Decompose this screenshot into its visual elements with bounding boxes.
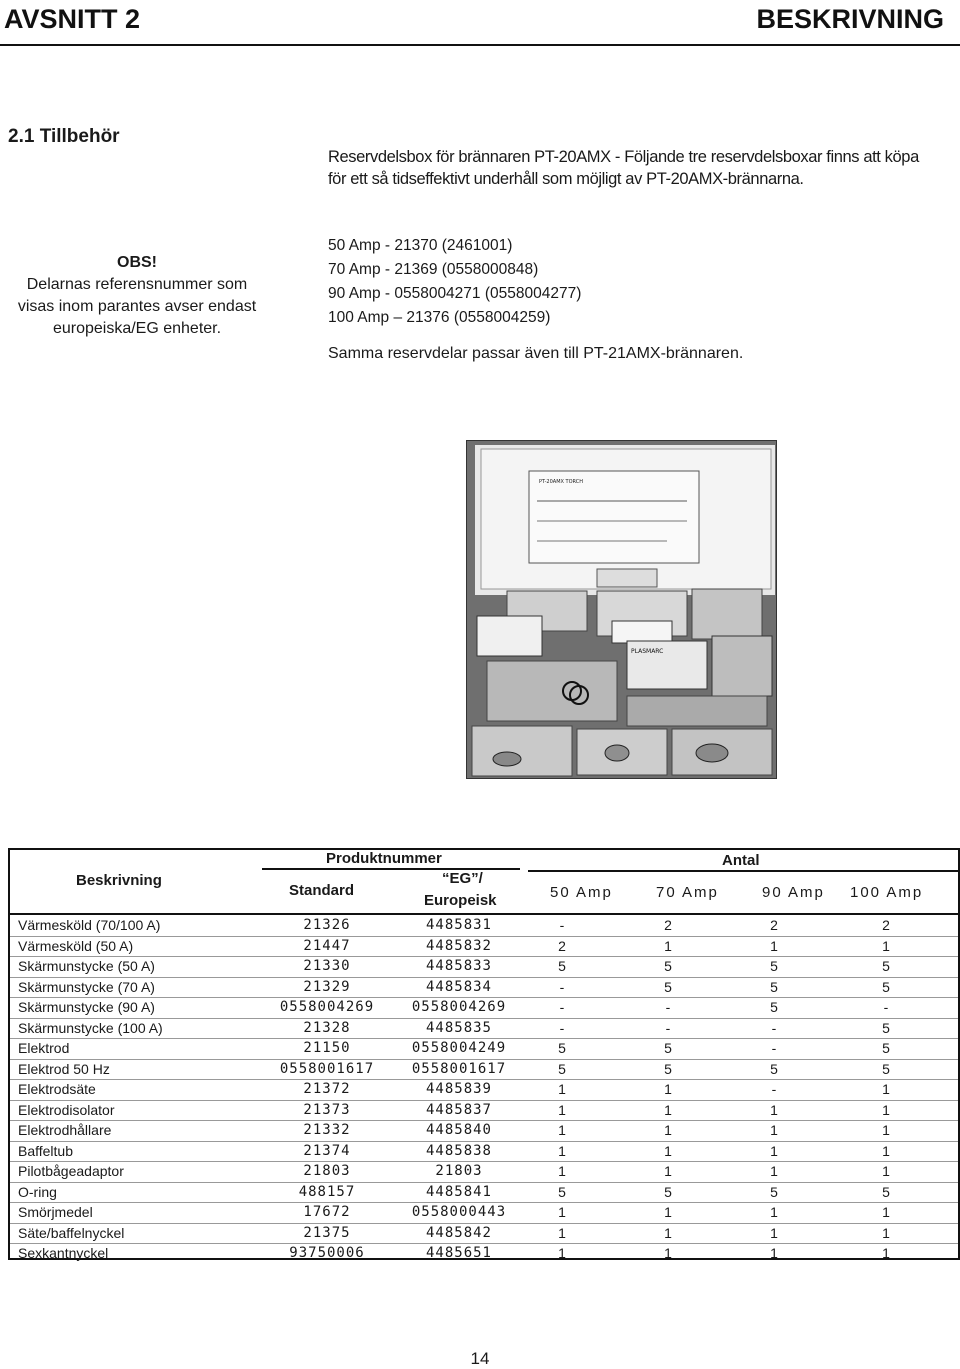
page-number: 14 [470, 1349, 490, 1368]
cell-quantity: 1 [882, 1081, 890, 1097]
cell-quantity: - [559, 978, 565, 995]
spare-parts-box-photo [466, 440, 777, 779]
cell-eg: 4485840 [425, 1122, 492, 1138]
cell-description: O-ring [18, 1183, 57, 1200]
cell-description: Elektrod 50 Hz [18, 1060, 110, 1077]
cell-quantity: 2 [770, 917, 778, 933]
cell-quantity: 1 [882, 937, 890, 954]
intro-line-2: för ett så tidseffektivt underhåll som möjligt av PT-20AMX-brännarna. [328, 170, 804, 188]
table-row [10, 1059, 958, 1080]
table-row [10, 1223, 958, 1244]
cell-quantity: 1 [882, 1224, 890, 1241]
cell-quantity: 5 [882, 1060, 890, 1077]
photo-illustration [467, 441, 776, 778]
table-row [10, 997, 958, 1018]
cell-description: Skärmunstycke (100 A) [18, 1019, 163, 1036]
cell-quantity: 5 [882, 1183, 890, 1200]
cell-quantity: 1 [558, 1081, 566, 1097]
cell-quantity: 2 [664, 917, 672, 933]
cell-quantity: 1 [664, 1081, 672, 1097]
cell-eg: 4485835 [425, 1019, 492, 1036]
photo-label-text: PT-20AMX TORCH [539, 479, 583, 485]
cell-standard: 21329 [303, 978, 351, 995]
cell-quantity: 5 [558, 1060, 566, 1077]
table-row [10, 977, 958, 998]
cell-description: Värmesköld (50 A) [18, 937, 134, 954]
note-line-1: Delarnas referensnummer som [26, 276, 248, 293]
table-row [10, 936, 958, 957]
col-header-beskrivning: Beskrivning [76, 872, 162, 889]
cell-quantity: - [559, 1019, 565, 1036]
section-title: 2.1 Tillbehör [8, 126, 120, 147]
intro-line-1: Reservdelsbox för brännaren PT-20AMX - Följande tre reservdelsboxar finns att köpa [328, 148, 919, 166]
col-header-europeisk: Europeisk [424, 892, 497, 909]
col-header-100a: 100 Amp [850, 884, 924, 901]
cell-quantity: - [665, 999, 671, 1015]
cell-standard: 21375 [303, 1224, 351, 1241]
col-header-standard: Standard [289, 882, 355, 899]
cell-quantity: 1 [558, 1163, 566, 1179]
cell-standard: 21328 [303, 1019, 351, 1036]
table-row [10, 1182, 958, 1203]
cell-description: Baffeltub [18, 1142, 74, 1159]
same-parts-note: Samma reservdelar passar även till PT-21AMX-brännaren. [328, 345, 744, 362]
cell-description: Smörjmedel [18, 1204, 93, 1220]
col-header-90a: 90 Amp [762, 884, 825, 901]
cell-standard: 0558001617 [279, 1060, 375, 1077]
table-row [10, 956, 958, 977]
cell-eg: 4485839 [425, 1081, 492, 1097]
cell-quantity: 1 [664, 1163, 672, 1179]
cell-quantity: - [883, 999, 889, 1015]
table-row [10, 1100, 958, 1121]
cell-quantity: 1 [882, 1204, 890, 1220]
cell-quantity: 5 [770, 1183, 778, 1200]
cell-quantity: 5 [664, 958, 672, 974]
cell-eg: 0558001617 [411, 1060, 507, 1077]
col-header-70a: 70 Amp [656, 884, 719, 901]
cell-standard: 21447 [303, 937, 351, 954]
cell-eg: 4485841 [425, 1183, 492, 1200]
cell-quantity: 5 [770, 1060, 778, 1077]
table-row [10, 1038, 958, 1059]
intro-paragraph [328, 146, 958, 190]
cell-quantity: 1 [558, 1101, 566, 1118]
cell-quantity: 1 [770, 1204, 778, 1220]
cell-quantity: 1 [770, 1142, 778, 1159]
cell-quantity: 1 [664, 1204, 672, 1220]
cell-eg: 4485834 [425, 978, 492, 995]
cell-description: Pilotbågeadaptor [18, 1163, 124, 1179]
cell-quantity: 5 [882, 1040, 890, 1056]
cell-quantity: 5 [882, 958, 890, 974]
photo-box-label: PLASMARC [631, 648, 664, 655]
cell-standard: 21373 [303, 1101, 351, 1118]
table-row [10, 1243, 958, 1264]
cell-standard: 21803 [303, 1163, 351, 1179]
cell-standard: 21330 [303, 958, 351, 974]
cell-quantity: 2 [882, 917, 890, 933]
cell-quantity: 1 [882, 1245, 890, 1261]
amp-kit-list [328, 234, 581, 330]
parts-table [8, 848, 960, 1260]
cell-quantity: 1 [664, 1122, 672, 1138]
cell-eg: 4485831 [425, 917, 492, 933]
amp-kit-item: 100 Amp – 21376 (0558004259) [328, 309, 551, 326]
section-label: AVSNITT 2 [4, 4, 141, 34]
amp-kit-item: 70 Amp - 21369 (0558000848) [328, 261, 539, 278]
cell-standard: 17672 [303, 1204, 351, 1220]
cell-quantity: 5 [770, 978, 778, 995]
cell-quantity: 1 [664, 1101, 672, 1118]
cell-quantity: 1 [882, 1101, 890, 1118]
cell-quantity: 1 [770, 1101, 778, 1118]
cell-eg: 21803 [435, 1163, 483, 1179]
cell-quantity: 1 [770, 1245, 778, 1261]
cell-eg: 4485651 [425, 1245, 492, 1261]
obs-label: OBS! [117, 254, 157, 271]
obs-note [8, 252, 266, 340]
cell-eg: 4485838 [425, 1142, 492, 1159]
cell-description: Skärmunstycke (90 A) [18, 999, 155, 1015]
cell-quantity: - [771, 1040, 777, 1056]
cell-description: Skärmunstycke (70 A) [18, 978, 155, 995]
cell-quantity: 5 [882, 978, 890, 995]
header-title: BESKRIVNING [756, 4, 944, 34]
cell-quantity: 1 [664, 937, 672, 954]
cell-standard: 21372 [303, 1081, 351, 1097]
table-row [10, 1120, 958, 1141]
col-header-50a: 50 Amp [550, 884, 613, 901]
cell-quantity: - [559, 999, 565, 1015]
table-row [10, 1141, 958, 1162]
cell-description: Elektrodhållare [18, 1122, 112, 1138]
table-row [10, 1079, 958, 1100]
cell-quantity: 1 [882, 1122, 890, 1138]
cell-eg: 0558004249 [411, 1040, 507, 1056]
cell-standard: 21374 [303, 1142, 351, 1159]
cell-quantity: - [771, 1081, 777, 1097]
cell-eg: 4485832 [425, 937, 492, 954]
cell-description: Elektrodisolator [18, 1101, 115, 1118]
cell-quantity: 1 [770, 1224, 778, 1241]
cell-quantity: 5 [770, 958, 778, 974]
cell-quantity: 1 [558, 1142, 566, 1159]
cell-quantity: 2 [558, 937, 566, 954]
col-header-eg: “EG”/ [442, 870, 483, 887]
col-header-antal: Antal [722, 852, 760, 869]
cell-description: Värmesköld (70/100 A) [18, 917, 161, 933]
cell-quantity: 5 [558, 1040, 566, 1056]
cell-description: Elektrod [18, 1040, 70, 1056]
cell-quantity: 1 [882, 1142, 890, 1159]
cell-standard: 0558004269 [279, 999, 375, 1015]
col-header-produktnummer: Produktnummer [326, 850, 442, 867]
cell-standard: 21150 [303, 1040, 351, 1056]
amp-kit-item: 50 Amp - 21370 (2461001) [328, 237, 513, 254]
note-line-2: visas inom parantes avser endast [17, 298, 257, 315]
cell-description: Sexkantnyckel [18, 1245, 109, 1261]
cell-quantity: 1 [558, 1204, 566, 1220]
cell-quantity: 5 [664, 1060, 672, 1077]
cell-quantity: 5 [664, 978, 672, 995]
page-header [0, 0, 960, 46]
cell-quantity: 5 [558, 1183, 566, 1200]
cell-quantity: - [665, 1019, 671, 1036]
table-row [10, 1018, 958, 1039]
table-row [10, 915, 958, 936]
cell-quantity: 5 [770, 999, 778, 1015]
cell-quantity: - [771, 1019, 777, 1036]
cell-quantity: 5 [882, 1019, 890, 1036]
cell-standard: 21326 [303, 917, 351, 933]
antal-underline [528, 870, 958, 872]
cell-quantity: 1 [664, 1142, 672, 1159]
cell-quantity: 1 [664, 1245, 672, 1261]
cell-standard: 488157 [298, 1183, 356, 1200]
cell-eg: 0558004269 [411, 999, 507, 1015]
amp-kit-item: 90 Amp - 0558004271 (0558004277) [328, 285, 582, 302]
cell-quantity: 1 [770, 937, 778, 954]
cell-quantity: 1 [558, 1245, 566, 1261]
cell-eg: 0558000443 [411, 1204, 507, 1220]
cell-eg: 4485842 [425, 1224, 492, 1241]
cell-quantity: 1 [770, 1122, 778, 1138]
cell-quantity: 1 [558, 1122, 566, 1138]
cell-quantity: 1 [558, 1224, 566, 1241]
cell-eg: 4485837 [425, 1101, 492, 1118]
note-line-3: europeiska/EG enheter. [52, 320, 222, 337]
cell-quantity: 1 [770, 1163, 778, 1179]
cell-description: Skärmunstycke (50 A) [18, 958, 155, 974]
cell-quantity: 5 [664, 1183, 672, 1200]
cell-description: Säte/baffelnyckel [18, 1224, 125, 1241]
cell-quantity: 5 [558, 958, 566, 974]
cell-description: Elektrodsäte [18, 1081, 96, 1097]
cell-quantity: 1 [882, 1163, 890, 1179]
cell-standard: 93750006 [289, 1245, 365, 1261]
cell-quantity: 1 [664, 1224, 672, 1241]
cell-quantity: 5 [664, 1040, 672, 1056]
cell-eg: 4485833 [425, 958, 492, 974]
cell-standard: 21332 [303, 1122, 351, 1138]
cell-quantity: - [559, 917, 565, 933]
table-row [10, 1202, 958, 1223]
table-row [10, 1161, 958, 1182]
